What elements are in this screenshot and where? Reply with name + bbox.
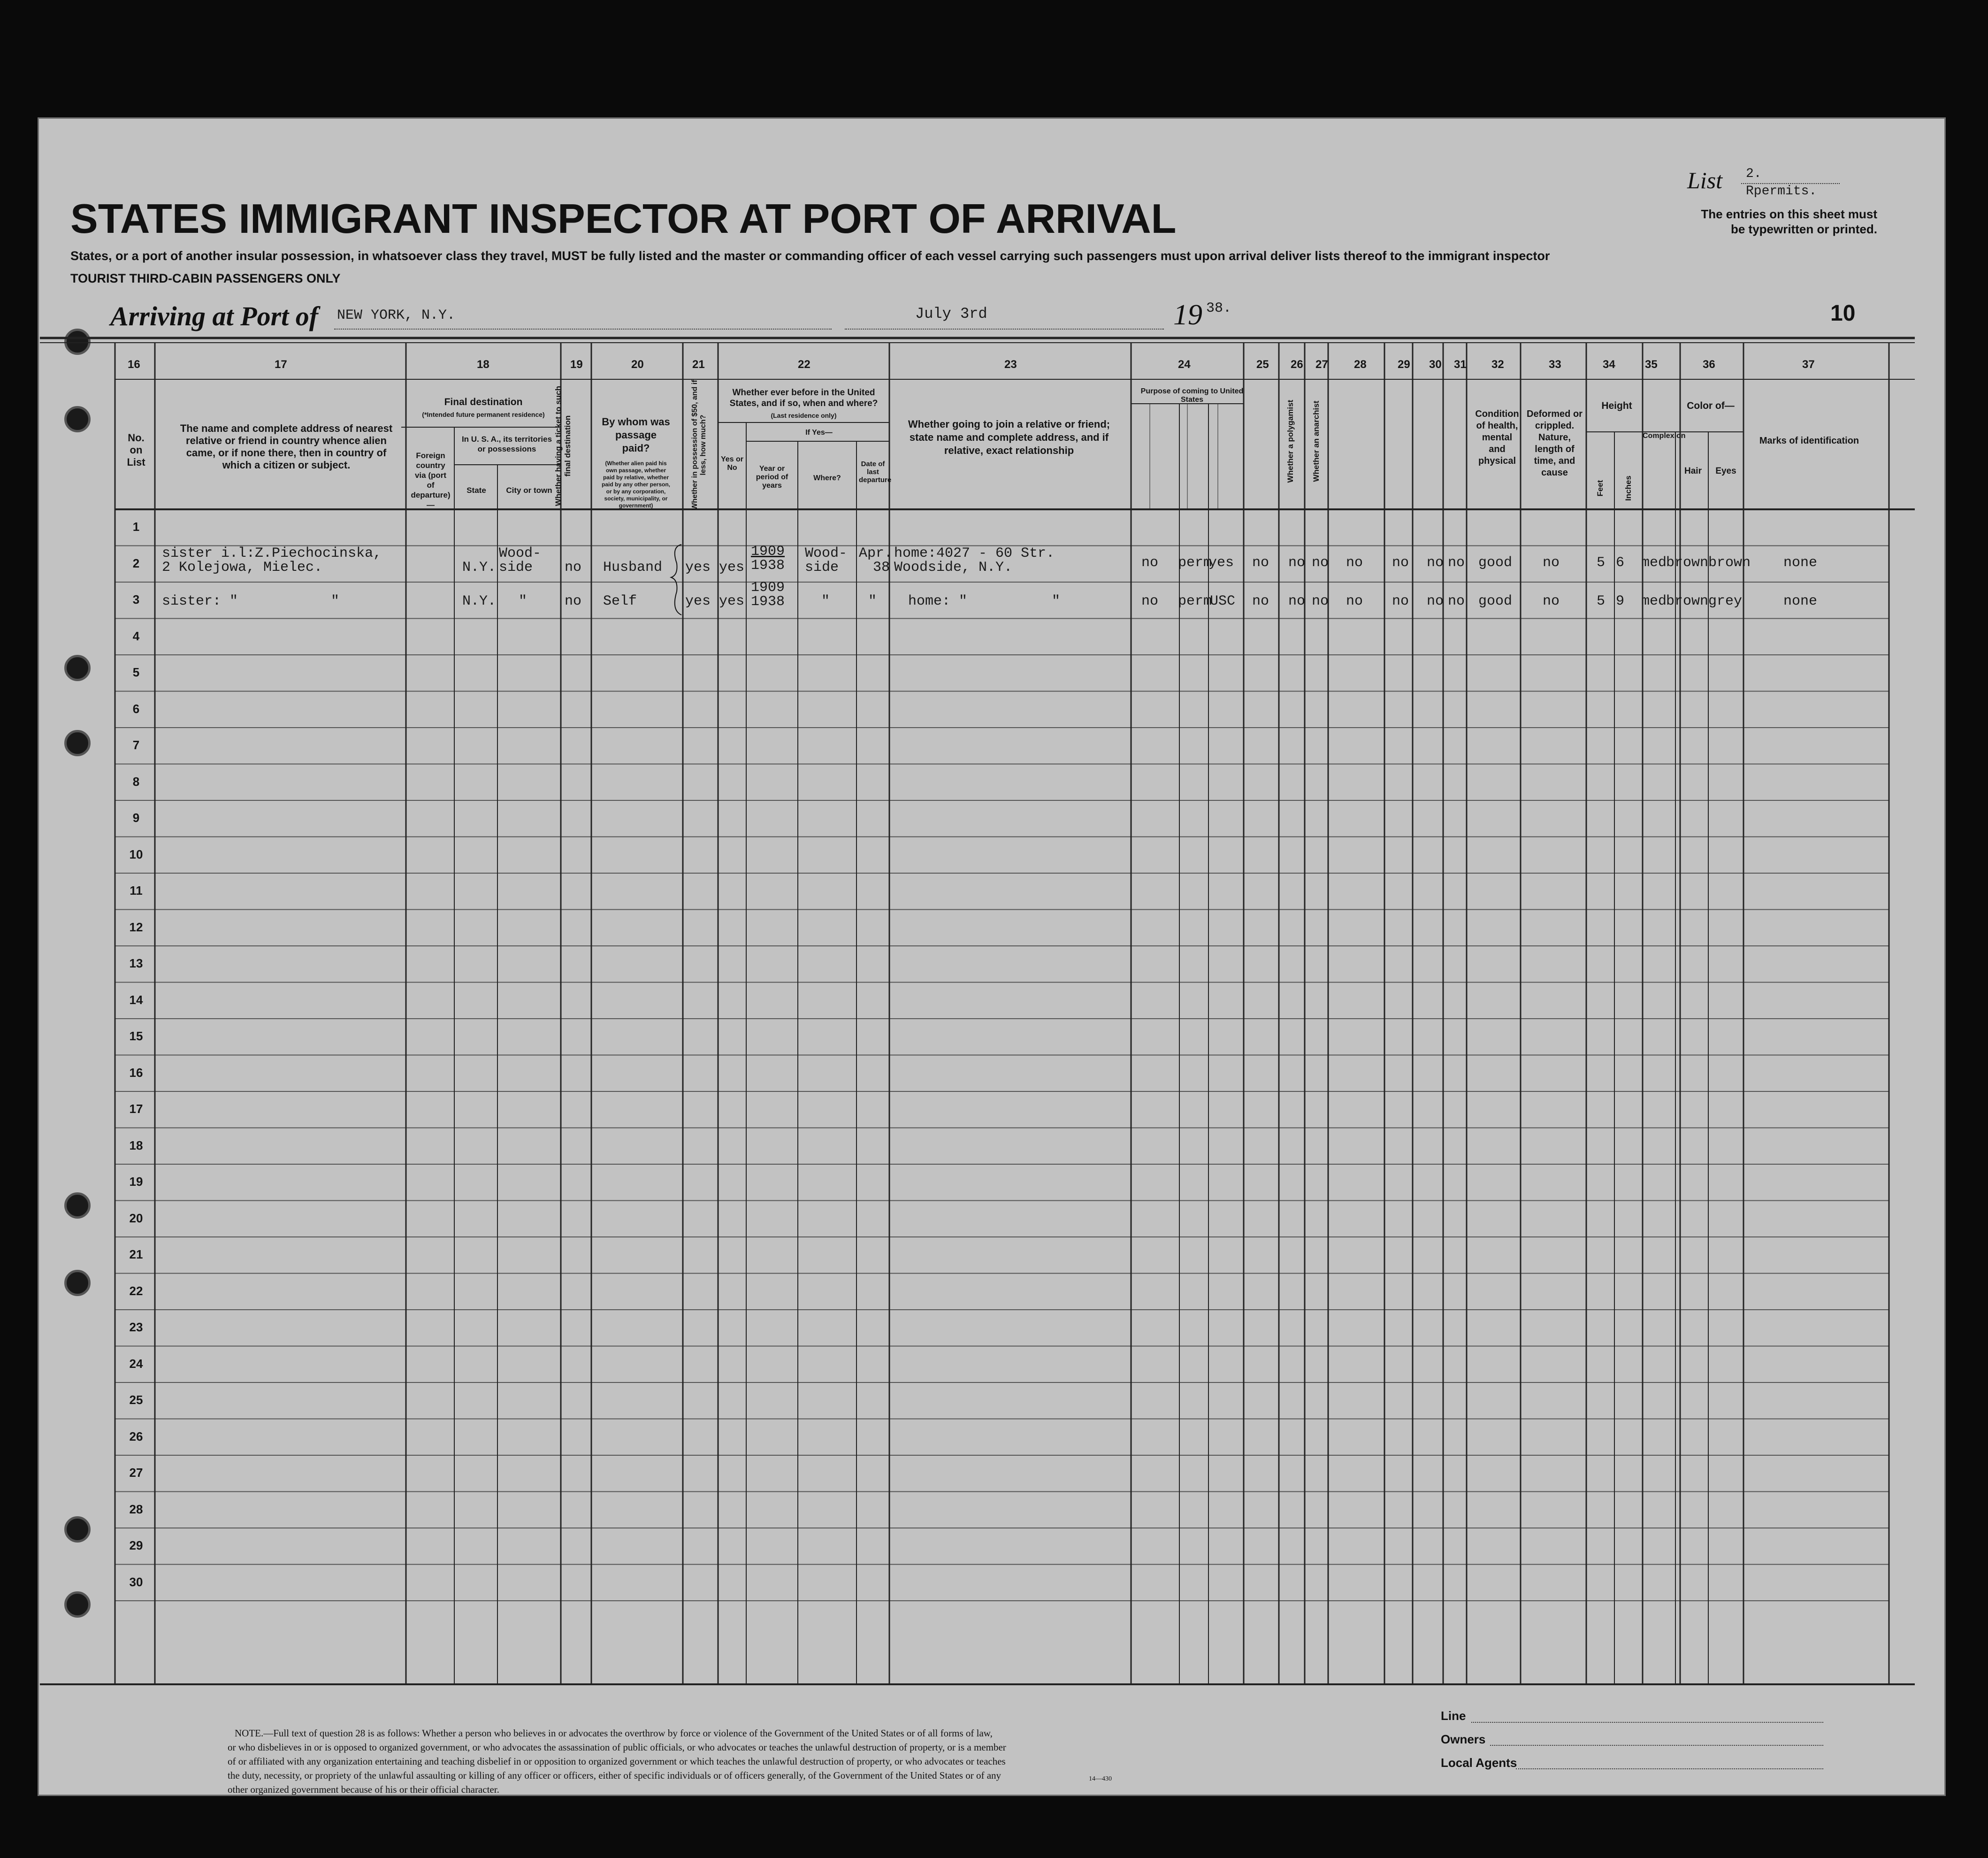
where-line2: side <box>805 560 839 576</box>
row-number: 14 <box>129 992 143 1007</box>
owners-label: Owners <box>1441 1732 1486 1746</box>
list-value: 2. <box>1746 167 1762 181</box>
ever-before: yes <box>719 593 745 609</box>
row-number: 1 <box>132 520 140 534</box>
height-feet: 5 <box>1597 555 1606 571</box>
row-number: 12 <box>129 920 143 934</box>
row-number: 5 <box>132 665 140 679</box>
anarchist: no <box>1312 593 1329 609</box>
row-number: 15 <box>129 1029 143 1043</box>
header-marks: Marks of identification <box>1759 436 1859 446</box>
header-anarchist: Whether an anarchist <box>1312 400 1321 482</box>
header-yes-or-no: Yes or No <box>720 455 744 472</box>
local-agents-label: Local Agents <box>1441 1756 1517 1770</box>
purpose-b: perm <box>1178 555 1212 571</box>
row-number: 17 <box>129 1102 143 1116</box>
arrival-year-suffix: 38. <box>1206 300 1232 316</box>
header-year-period: Year or period of years <box>756 465 788 490</box>
row-number: 16 <box>129 1065 143 1080</box>
row-number: 8 <box>132 774 140 789</box>
year-period-line2: 1938 <box>751 594 785 610</box>
line-signature[interactable] <box>1471 1722 1823 1723</box>
date-last-departure: Apr. <box>859 545 893 561</box>
destination-city: Wood- <box>499 545 542 561</box>
row-number: 2 <box>132 556 140 570</box>
header-ever-before: Whether ever before in the United States, and if so, when and where? <box>729 388 878 408</box>
header-purpose: Purpose of coming to United States <box>1140 387 1244 404</box>
col-num-16: 16 <box>128 358 140 371</box>
header-no-on-list: No. on List <box>127 432 145 468</box>
col-num-25: 25 <box>1256 358 1269 371</box>
eye-color: brown <box>1708 555 1751 571</box>
join-relative: home: " " <box>908 593 1061 609</box>
footnote-line: the duty, necessity, or propriety of the unlawful assaulting or killing of any officer or officers, either of specific individuals or of officers generally, of the Government of the United States or of any <box>228 1770 1002 1781</box>
col-30: no <box>1427 555 1444 571</box>
destination-city: " <box>519 593 528 609</box>
col-num-21: 21 <box>692 358 705 371</box>
page-title: STATES IMMIGRANT INSPECTOR AT PORT OF ARRIVAL <box>70 195 1177 242</box>
destination-state: N.Y. <box>462 593 497 609</box>
col-num-19: 19 <box>570 358 583 371</box>
hair-color: brown <box>1666 555 1709 571</box>
height-inches: 9 <box>1616 593 1625 609</box>
destination-city-line2: side <box>499 560 533 576</box>
deformed: no <box>1543 555 1560 571</box>
where: " <box>821 593 830 609</box>
row-number: 22 <box>129 1283 143 1298</box>
health: good <box>1478 593 1513 609</box>
subtitle: States, or a port of another insular possession, in whatsoever class they travel, MUST be fully listed and the master or commanding officer of each vessel carrying such passengers must upon arrival deliver lists thereof to the immigrant inspector <box>70 249 1550 263</box>
header-ticket: Whether having a ticket to such final destination <box>554 386 572 506</box>
ticket: no <box>565 560 582 576</box>
destination-state: N.Y. <box>462 560 497 576</box>
eye-color: grey <box>1708 593 1743 609</box>
footnote-line: of or affiliated with any organization entertaining and teaching disbelief in or opposition to organized government or which teaches the unlawful destruction of property, or who advocates or teaches <box>228 1756 1006 1767</box>
anarchist: no <box>1312 555 1329 571</box>
col-num-20: 20 <box>631 358 644 371</box>
row-number: 11 <box>130 883 143 898</box>
col-num-30: 30 <box>1429 358 1442 371</box>
row-number: 27 <box>129 1466 143 1480</box>
col-num-24: 24 <box>1178 358 1191 371</box>
row-number: 20 <box>129 1211 143 1225</box>
col-28: no <box>1346 593 1363 609</box>
col-num-36: 36 <box>1703 358 1715 371</box>
owners-signature[interactable] <box>1490 1745 1823 1746</box>
arriving-label: Arriving at Port of <box>110 301 319 331</box>
purpose-a: no <box>1141 593 1159 609</box>
col-29: no <box>1392 555 1409 571</box>
list-label: List <box>1687 167 1723 193</box>
passage-paid-by: Husband <box>603 560 663 576</box>
row-number: 26 <box>129 1429 143 1443</box>
header-eyes: Eyes <box>1715 466 1736 476</box>
health: good <box>1478 555 1513 571</box>
arrival-year-prefix: 19 <box>1173 299 1202 331</box>
identification-marks: none <box>1783 593 1818 609</box>
col-25: no <box>1252 555 1269 571</box>
col-num-26: 26 <box>1291 358 1303 371</box>
row-number: 18 <box>129 1138 143 1152</box>
col-num-22: 22 <box>798 358 810 371</box>
col-num-31: 31 <box>1454 358 1467 371</box>
ticket: no <box>565 593 582 609</box>
header-polygamist: Whether a polygamist <box>1286 399 1295 483</box>
purpose-b: perm <box>1178 593 1212 609</box>
height-inches: 6 <box>1616 555 1625 571</box>
form-number: 14—430 <box>1089 1775 1112 1782</box>
col-28: no <box>1346 555 1363 571</box>
join-relative-line2: Woodside, N.Y. <box>894 560 1013 576</box>
header-where: Where? <box>813 474 841 482</box>
header-height: Height <box>1601 400 1632 411</box>
passage-paid-by: Self <box>603 593 637 609</box>
header-final-destination-sub: (*Intended future permanent residence) <box>422 411 545 418</box>
col-31: no <box>1448 555 1465 571</box>
row-number: 23 <box>129 1320 143 1334</box>
relative-address: sister i.l:Z.Piechocinska, <box>162 545 382 561</box>
footnote-line: other organized government because of his or their official character. <box>228 1784 499 1795</box>
header-foreign-country: Foreign country via (port of departure)— <box>411 451 451 509</box>
row-number: 19 <box>129 1175 143 1189</box>
header-in-usa: In U. S. A., its territories or possessions <box>461 435 552 453</box>
header-passage-paid-sub: (Whether alien paid his own passage, whether paid by relative, whether paid by any other person, or by any corporation, society, municipality, or government) <box>601 460 671 509</box>
col-num-29: 29 <box>1398 358 1410 371</box>
year-period: 1909 <box>751 580 785 596</box>
relative-address-line2: 2 Kolejowa, Mielec. <box>162 560 323 576</box>
col-num-18: 18 <box>477 358 489 371</box>
polygamist: no <box>1288 555 1306 571</box>
header-final-destination: Final destination <box>444 397 523 407</box>
header-join-relative: Whether going to join a relative or friend; state name and complete address, and if relative, exact relationship <box>908 418 1110 456</box>
header-city: City or town <box>506 486 552 495</box>
purpose-c: USC <box>1210 593 1236 609</box>
arrival-port: NEW YORK, N.Y. <box>337 307 456 323</box>
height-feet: 5 <box>1597 593 1606 609</box>
where: Wood- <box>805 545 848 561</box>
date-last-departure-line2: 38 <box>873 560 890 576</box>
row-number: 25 <box>129 1393 143 1407</box>
header-nearest-relative: The name and complete address of nearest relative or friend in country whence alien came, or if none there, then in country of which a citizen or subject. <box>180 422 393 471</box>
footnote-line: or who disbelieves in or is opposed to organized government, or who advocates the assassination of public officials, or who advocates or teaches the unlawful destruction of property, or is a member <box>228 1742 1006 1753</box>
header-if-yes: If Yes— <box>805 429 833 437</box>
typewriter-note: The entries on this sheet must be typewritten or printed. <box>1701 207 1877 236</box>
header-inches: Inches <box>1624 476 1633 501</box>
col-num-35: 35 <box>1645 358 1658 371</box>
row-number: 4 <box>132 629 140 643</box>
col-num-23: 23 <box>1004 358 1017 371</box>
col-29: no <box>1392 593 1409 609</box>
line-label: Line <box>1441 1709 1466 1723</box>
brace-mark <box>671 545 681 615</box>
col-num-34: 34 <box>1603 358 1615 371</box>
header-complexion: Complexion <box>1643 432 1686 440</box>
row-number: 10 <box>129 847 143 861</box>
header-deformed: Deformed or crippled. Nature, length of time, and cause <box>1527 409 1583 478</box>
row-number: 29 <box>129 1538 143 1552</box>
header-state: State <box>466 486 486 495</box>
col-num-32: 32 <box>1491 358 1504 371</box>
local-agents-signature[interactable] <box>1516 1768 1823 1769</box>
hair-color: brown <box>1666 593 1709 609</box>
header-ever-before-sub: (Last residence only) <box>771 412 837 419</box>
purpose-c: yes <box>1208 555 1234 571</box>
possession-50: yes <box>685 560 711 576</box>
col-num-37: 37 <box>1802 358 1815 371</box>
row-number: 6 <box>132 701 140 716</box>
header-feet: Feet <box>1596 480 1605 497</box>
row-number: 24 <box>129 1356 143 1371</box>
identification-marks: none <box>1783 555 1818 571</box>
row-number: 21 <box>129 1247 143 1261</box>
complexion: med <box>1641 593 1667 609</box>
col-num-17: 17 <box>275 358 287 371</box>
ever-before: yes <box>719 560 745 576</box>
join-relative: home:4027 - 60 Str. <box>894 545 1055 561</box>
possession-50: yes <box>685 593 711 609</box>
row-number: 9 <box>132 811 140 825</box>
row-number: 3 <box>132 592 140 607</box>
footnote-line: NOTE.—Full text of question 28 is as follows: Whether a person who believes in or advocates the overthrow by force or violence of the Government of the United States or of all forms of law, <box>235 1727 993 1739</box>
col-num-27: 27 <box>1315 358 1328 371</box>
page-number: 10 <box>1830 301 1856 326</box>
purpose-a: no <box>1141 555 1159 571</box>
complexion: med <box>1641 555 1667 571</box>
row-number: 7 <box>132 738 140 752</box>
header-color-of: Color of— <box>1687 400 1735 411</box>
polygamist: no <box>1288 593 1306 609</box>
col-num-33: 33 <box>1549 358 1561 371</box>
deformed: no <box>1543 593 1560 609</box>
header-hair: Hair <box>1684 466 1702 476</box>
row-number: 28 <box>129 1502 143 1516</box>
year-period-line2: 1938 <box>751 558 785 574</box>
relative-address: sister: " " <box>162 593 340 609</box>
col-30: no <box>1427 593 1444 609</box>
col-num-28: 28 <box>1354 358 1367 371</box>
row-number: 30 <box>129 1574 143 1589</box>
header-date-last-departure: Date of last departure <box>859 460 892 484</box>
year-period: 1909 <box>751 544 785 560</box>
header-passage-paid: By whom was passage paid? <box>602 416 670 454</box>
arrival-date: July 3rd <box>915 305 987 322</box>
col-31: no <box>1448 593 1465 609</box>
col-25: no <box>1252 593 1269 609</box>
header-possession-50: Whether in possession of $50, and if less, how much? <box>691 380 707 510</box>
permits-label: Rpermits. <box>1746 184 1817 199</box>
passenger-class: TOURIST THIRD-CABIN PASSENGERS ONLY <box>70 271 341 285</box>
header-health: Condition of health, mental and physical <box>1475 409 1519 466</box>
row-number: 13 <box>129 956 143 970</box>
date-last-departure: " <box>868 593 877 609</box>
